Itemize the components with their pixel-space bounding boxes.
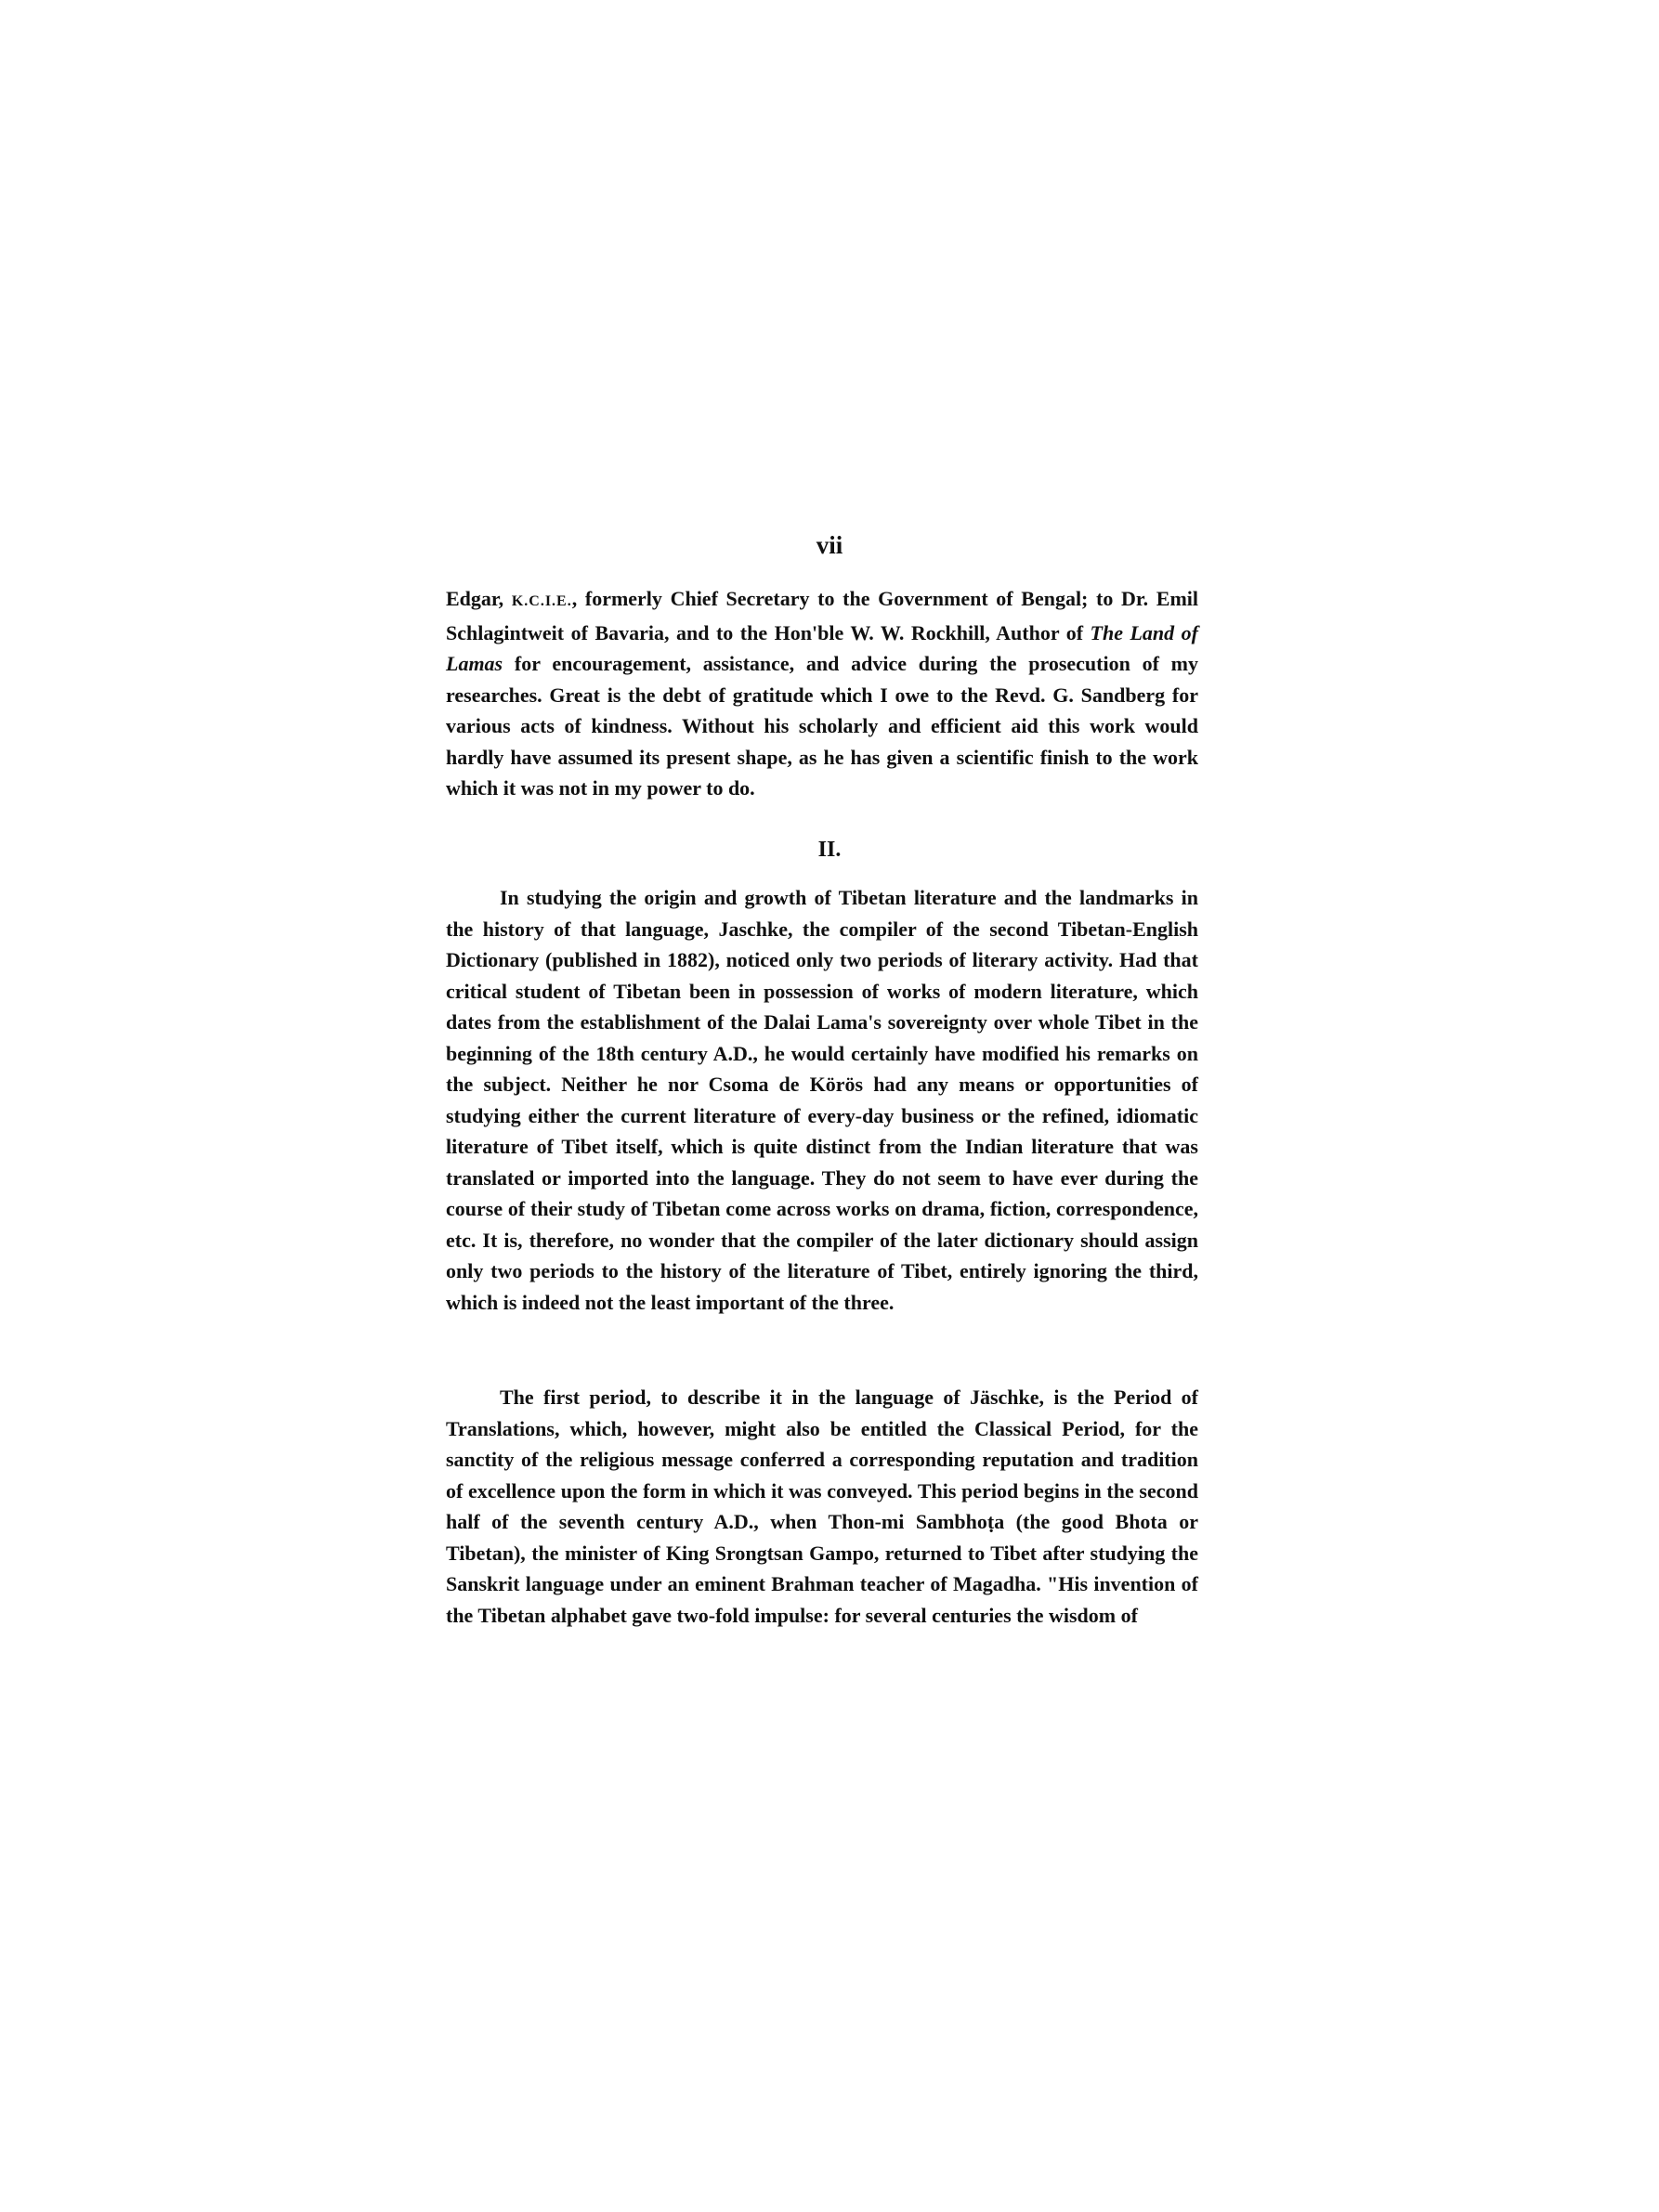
paragraph-first-period: The first period, to describe it in the language of Jäschke, is the Period of Translations, which, however, might also be entitled the Classical Period, for the sanctity of the religious message conferred a corresponding reputation and tradition of excellence upon the form in which it was conveyed. This period begins in the second half of the seventh century A.D., when Thon-mi Sambhoṭa (the good Bhota or Tibetan), the minister of King Srongtsan Gampo, returned to Tibet after studying the Sanskrit language under an eminent Brahman teacher of Magadha. "His invention of the Tibetan alphabet gave two-fold impulse: for several centuries the wisdom of [446, 1386, 1198, 1627]
paragraph-literature-periods: In studying the origin and growth of Tibetan literature and the landmarks in the history of that language, Jaschke, the compiler of the second Tibetan-English Dictionary (published in 1882), noticed only two periods of literary activity. Had that critical student of Tibetan been in possession of works of modern literature, which dates from the establishment of the Dalai Lama's sovereignty over whole Tibet in the beginning of the 18th century A.D., he would certainly have modified his remarks on the subject. Neither he nor Csoma de Körös had any means or opportunities of studying either the current literature of every-day business or the refined, idiomatic literature of Tibet itself, which is quite distinct from the Indian literature that was translated or imported into the language. They do not seem to have ever during the course of their study of Tibetan come across works on drama, fiction, correspondence, etc. It is, therefore, no wonder that the compiler of the later dictionary should assign only two periods to the history of the literature of Tibet, entirely ignoring the third, which is indeed not the least important of the three. [446, 886, 1198, 1314]
paragraph-acknowledgements [446, 583, 1198, 804]
paragraph-1-text-c: for encouragement, assistance, and advice during the prosecution of my researches. Great is the debt of gratitude which I owe to the Revd. G. Sandberg for various acts of kindness. Without his scholarly and efficient aid this work would hardly have assumed its present shape, as he has given a scientific finish to the work which it was not in my power to do. [446, 652, 1198, 800]
paragraph-1-text-a: Edgar, [446, 587, 512, 610]
page-number: vii [816, 531, 843, 559]
paragraph-1-text-b: , formerly Chief Secretary to the Government of Bengal; to Dr. Emil Schlagintweit of Bavaria, and to the Hon'ble W. W. Rockhill, Author of [446, 587, 1198, 644]
book-title: The Land of Lamas [446, 620, 1198, 675]
section-heading: II. [817, 838, 842, 862]
honorific: K.C.I.E. [511, 593, 572, 609]
